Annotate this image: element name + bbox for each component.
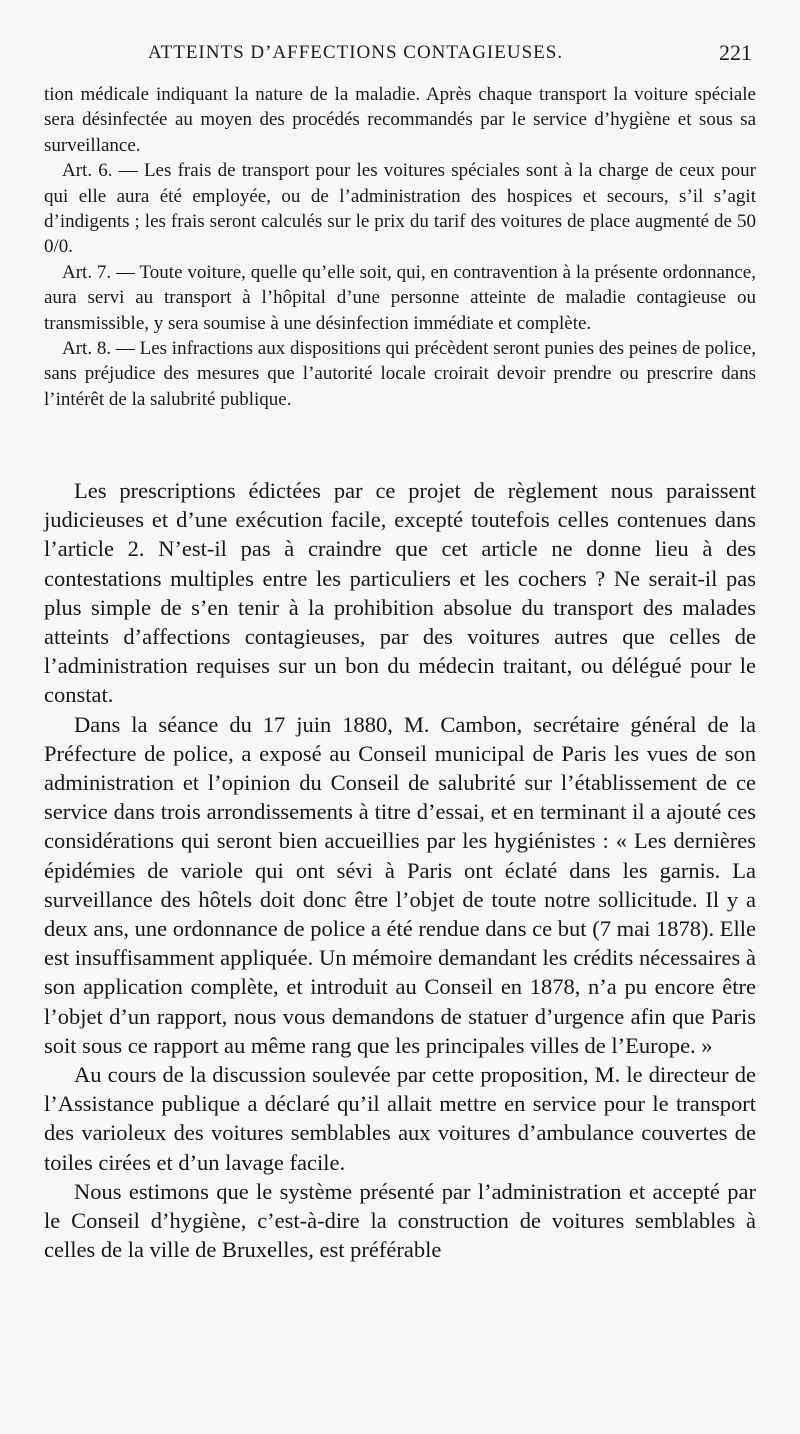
page-header (48, 40, 752, 70)
paragraph: Nous estimons que le système présenté par l’administration et accepté par le Conseil d’hygiène, c’est-à-dire la construction de voitures semblables à celles de la ville de Bruxelles, est préférable (44, 1178, 756, 1263)
article-6: Art. 6. — Les frais de transport pour les voitures spéciales sont à la charge de ceux pour qui elle aura été employée, ou de l’administration des hospices et secours, s’il s’agit d’indigents ; les frais seront calculés sur le prix du tarif des voitures de place augmenté de 50 0/0. (44, 160, 756, 258)
paragraph: Au cours de la discussion soulevée par cette proposition, M. le directeur de l’Assistance publique a déclaré qu’il allait mettre en service pour le transport des varioleux des voitures semblables aux voitures d’ambulance couvertes de toiles cirées et d’un lavage facile. (44, 1062, 756, 1175)
paragraph: Dans la séance du 17 juin 1880, M. Cambon, secrétaire général de la Préfecture de police, a exposé au Conseil municipal de Paris les vues de son administration et l’opinion du Conseil de salubrité sur l’établissement de ce service dans trois arrondissements à titre d’essai, et en terminant il a ajouté ces considérations qui seront bien accueillies par les hygiénistes : « Les dernières épidémies de variole qui ont sévi à Paris ont éclaté dans les garnis. La surveillance des hôtels doit donc être l’objet de toute notre sollicitude. Il y a deux ans, une ordonnance de police a été rendue dans ce but (7 mai 1878). Elle est insuffisamment appliquée. Un mémoire demandant les crédits nécessaires à son application complète, et introduit au Conseil en 1878, n’a pu encore être l’objet d’un rapport, nous vous demandons de statuer d’urgence afin que Paris soit sous ce rapport au même rang que les principales villes de l’Europe. » (44, 711, 756, 1058)
page-number: 221 (719, 40, 752, 65)
commentary-text (44, 476, 756, 1264)
ordinance-continuation: tion médicale indiquant la nature de la maladie. Après chaque transport la voiture spéciale sera désinfectée au moyen des procédés recommandés par le service d’hygiène et sous sa surveillance. (44, 84, 756, 156)
article-8: Art. 8. — Les infractions aux dispositions qui précèdent seront punies des peines de police, sans préjudice des mesures que l’autorité locale croirait devoir prendre ou prescrire dans l’intérêt de la salubrité publique. (44, 338, 756, 410)
article-7: Art. 7. — Toute voiture, quelle qu’elle soit, qui, en contravention à la présente ordonnance, aura servi au transport à l’hôpital d’une personne atteinte de maladie contagieuse ou transmissible, y sera soumise à une désinfection immédiate et complète. (44, 261, 756, 334)
paragraph: Les prescriptions édictées par ce projet de règlement nous paraissent judicieuses et d’une exécution facile, excepté toutefois celles contenues dans l’article 2. N’est-il pas à craindre que cet article ne donne lieu à des contestations multiples entre les particuliers et les cochers ? Ne serait-il pas plus simple de s’en tenir à la prohibition absolue du transport des malades atteints d’affections contagieuses, par des voitures autres que celles de l’administration requises sur un bon du médecin traitant, ou délégué pour le constat. (44, 478, 756, 708)
running-title: ATTEINTS D’AFFECTIONS CONTAGIEUSES. (148, 42, 564, 63)
ordinance-text (44, 82, 756, 412)
